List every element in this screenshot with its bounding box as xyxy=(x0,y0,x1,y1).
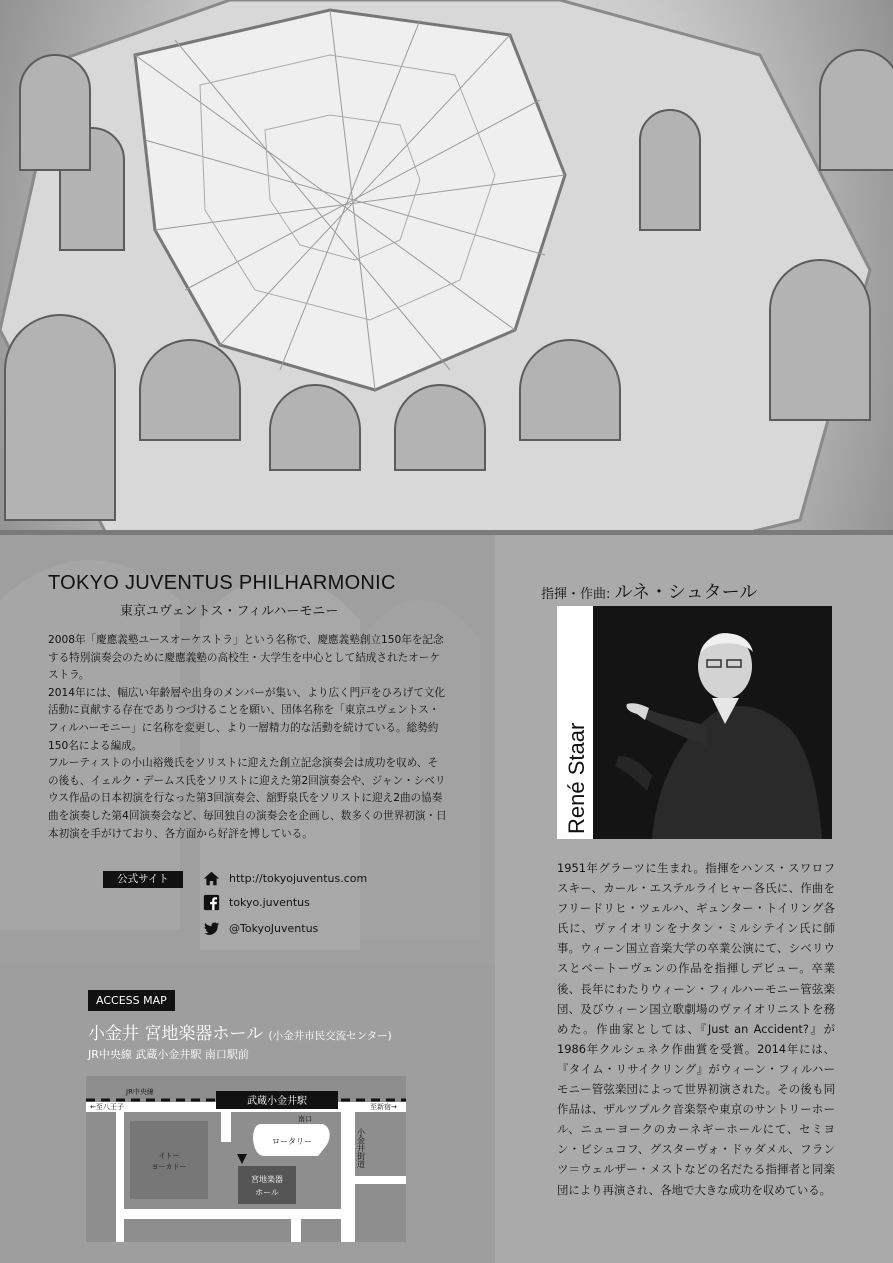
orchestra-name-ja: 東京ユヴェントス・フィルハーモニー xyxy=(120,604,339,619)
venue-name xyxy=(88,1019,392,1044)
orchestra-paragraph: 2014年には、幅広い年齢層や出身のメンバーが集い、より広く門戸をひろげて文化活動に貢献する存在でありつづけることを願い、団体名称を「東京ユヴェントス・フィルハーモニー」に名称を変更し、より一層精力的な活動を続けている。総勢約150名による編成。 xyxy=(48,686,445,752)
venue-directions: JR中央線 武蔵小金井駅 南口駅前 xyxy=(88,1048,249,1061)
map-line-label: JR中央線 xyxy=(126,1088,154,1096)
station-name: 武蔵小金井駅 xyxy=(247,1096,307,1107)
conductor-portrait xyxy=(557,606,832,839)
conductor-biography: 1951年グラーツに生まれ。指揮をハンス・スワロフスキー、カール・エステルライヒャー各氏に、作曲をフリードリヒ・ツェルハ、ギュンター・トイリング各氏に、ヴァイオリンをナタン・ミルシテイン氏に師事。ウィーン国立音楽大学の卒業公演にて、シベリウスとベートーヴェンの作品を指揮しデビュー。卒業後、長年にわたりウィーン・フィルハーモニー管弦楽団、及びウィーン国立歌劇場のヴァイオリニストを務めた。作曲家としては、『Just an Accident?』が1986年クルシェネク作曲賞を受賞。2014年には、『タイム・リサイクリング』がウィーン・フィルハーモニー管弦楽団によって世界初演された。その後も同作品は、ザルツブルク音楽祭や東京のサントリーホール、ニューヨークのカーネギーホールにて、セミヨン・ビシュコフ、グスターヴォ・ドゥダメル、フランツ＝ウェルザー・メストなどの名だたる指揮者と同楽団により再演され、各地で大きな成功を収めている。 xyxy=(557,861,835,1197)
facebook-icon xyxy=(203,894,220,911)
conductor-photo xyxy=(557,606,832,839)
hall-block xyxy=(238,1166,296,1204)
map-west-label: ←至八王子 xyxy=(90,1103,124,1111)
street-label: 小金井街道 xyxy=(356,1128,366,1168)
venue-note: (小金井市民交流センター) xyxy=(268,1030,392,1042)
facebook-handle[interactable]: tokyo.juventus xyxy=(229,896,310,909)
conductor-name-ja: ルネ・シュタール xyxy=(614,582,758,603)
hall-line1: 宮地楽器 xyxy=(251,1175,283,1184)
conductor-name-en: René Staar xyxy=(564,722,589,834)
venue-title: 小金井 宮地楽器ホール xyxy=(88,1024,264,1044)
twitter-icon xyxy=(203,920,220,937)
website-url[interactable]: http://tokyojuventus.com xyxy=(229,872,368,885)
orchestra-paragraph: 2008年「慶應義塾ユースオーケストラ」という名称で、慶應義塾創立150年を記念する特別演奏会のために慶應義塾の高校生・大学生を中心として結成されたオーケストラ。 xyxy=(48,634,444,682)
south-exit-label: 南口 xyxy=(298,1115,312,1123)
twitter-link[interactable] xyxy=(203,920,318,937)
orchestra-paragraph: フルーティストの小山裕幾氏をソリストに迎えた創立記念演奏会は成功を収め、その後も、イェルク・デームス氏をソリストに迎えた第2回演奏会や、ジャン・シベリウス作品の日本初演を行なった第3回演奏会、舘野泉氏をソリストに迎え2曲の協奏曲を演奏した第4回演奏会など、毎回独自の演奏会を企画し、数多くの世界初演・日本初演を手がけており、各方面から好評を博している。 xyxy=(48,757,447,840)
website-link[interactable] xyxy=(203,870,367,887)
twitter-handle[interactable]: @TokyoJuventus xyxy=(229,922,319,935)
access-map-tag: ACCESS MAP xyxy=(88,990,175,1011)
rotary-label: ロータリー xyxy=(272,1137,312,1146)
orchestra-name-en: TOKYO JUVENTUS PHILHARMONIC xyxy=(48,572,396,594)
access-map xyxy=(86,1076,406,1242)
ito-yokado-line2: ヨーカドー xyxy=(151,1163,187,1171)
ito-yokado-block xyxy=(130,1121,208,1199)
orchestra-description xyxy=(48,632,448,843)
facebook-link[interactable] xyxy=(203,894,310,911)
hall-line2: ホール xyxy=(255,1188,279,1197)
ito-yokado-line1: イトー xyxy=(158,1152,180,1160)
home-icon xyxy=(203,870,220,887)
map-east-label: 至新宿→ xyxy=(370,1103,397,1111)
conductor-role: 指揮・作曲: xyxy=(541,587,611,602)
official-site-label: 公式サイト xyxy=(103,871,183,888)
conductor-heading xyxy=(541,578,757,604)
